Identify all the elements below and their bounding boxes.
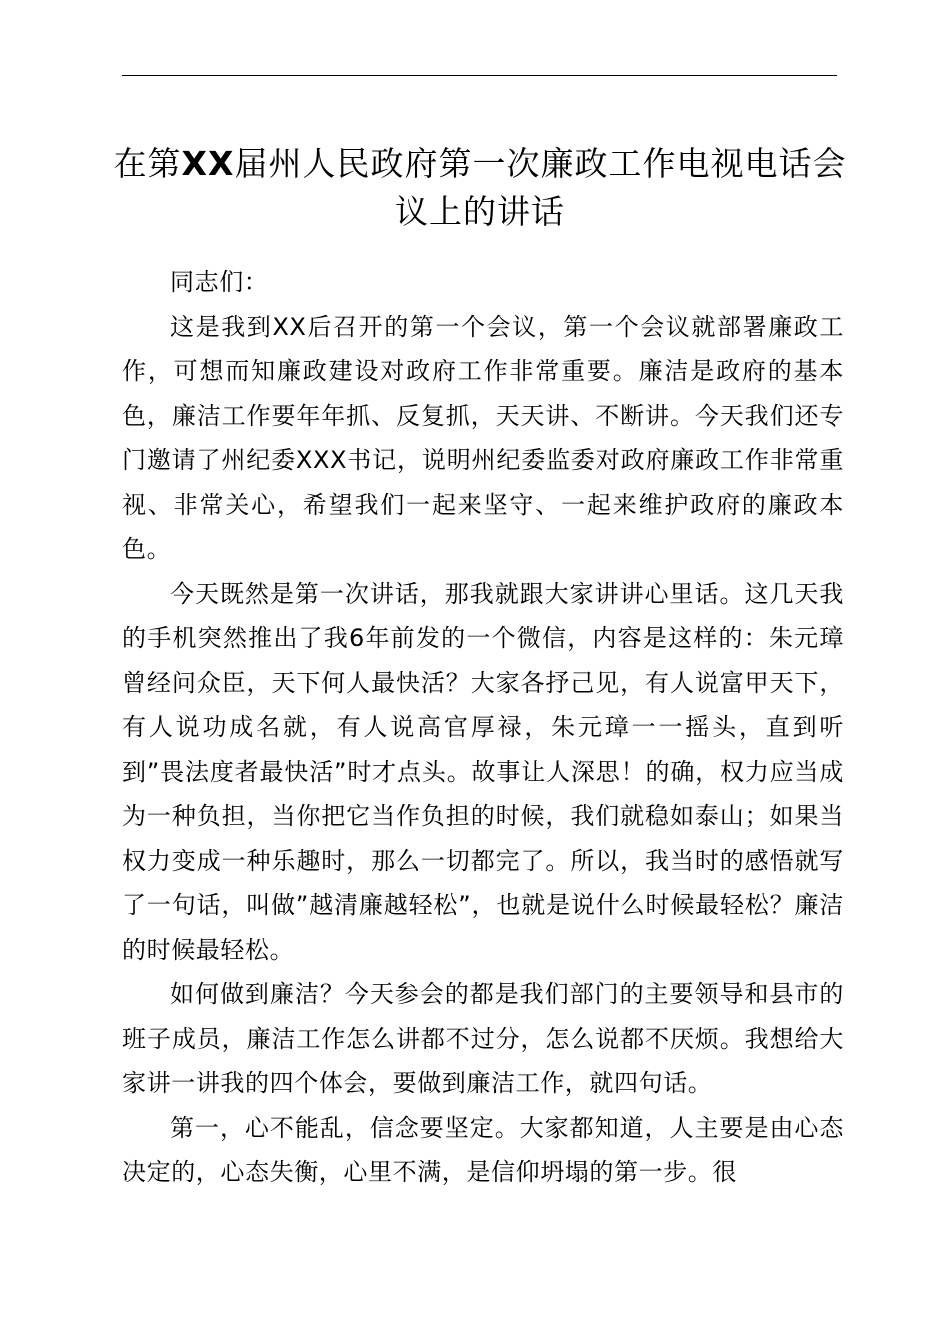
title-part-1: 在第 (113, 144, 182, 183)
paragraph-3: 如何做到廉洁？今天参会的都是我们部门的主要领导和县市的班子成员，廉洁工作怎么讲都不过分，怎么说都不厌烦。我想给大家讲一讲我的四个体会，要做到廉洁工作，就四句话。 (122, 980, 844, 1097)
title-bold-xx: XX (181, 144, 235, 183)
document-title (100, 140, 860, 236)
paragraph-4: 第一，心不能乱，信念要坚定。大家都知道，人主要是由心态决定的，心态失衡，心里不满，是信仰坍塌的第一步。很 (122, 1113, 844, 1186)
salutation: 同志们： (170, 268, 269, 296)
paragraph-1: 这是我到XX后召开的第一个会议，第一个会议就部署廉政工作，可想而知廉政建设对政府工作非常重要。廉洁是政府的基本色，廉洁工作要年年抓、反复抓，天天讲、不断讲。今天我们还专门邀请了州纪委XXX书记，说明州纪委监委对政府廉政工作非常重视、非常关心，希望我们一起来坚守、一起来维护政府的廉政本色。 (122, 312, 844, 563)
title-part-2: 届州人民政府第一次廉政工作电视电话会议上的讲话 (234, 144, 847, 231)
document-body (122, 260, 844, 1195)
paragraph-2: 今天既然是第一次讲话，那我就跟大家讲讲心里话。这几天我的手机突然推出了我6年前发的一个微信，内容是这样的：朱元璋曾经问众臣，天下何人最快活？大家各抒己见，有人说富甲天下，有人说功成名就，有人说高官厚禄，朱元璋一一摇头，直到听到”畏法度者最快活”时才点头。故事让人深思！的确，权力应当成为一种负担，当你把它当作负担的时候，我们就稳如泰山；如果当权力变成一种乐趣时，那么一切都完了。所以，我当时的感悟就写了一句话，叫做”越清廉越轻松”，也就是说什么时候最轻松？廉洁的时候最轻松。 (122, 579, 844, 964)
header-rule (122, 75, 837, 76)
